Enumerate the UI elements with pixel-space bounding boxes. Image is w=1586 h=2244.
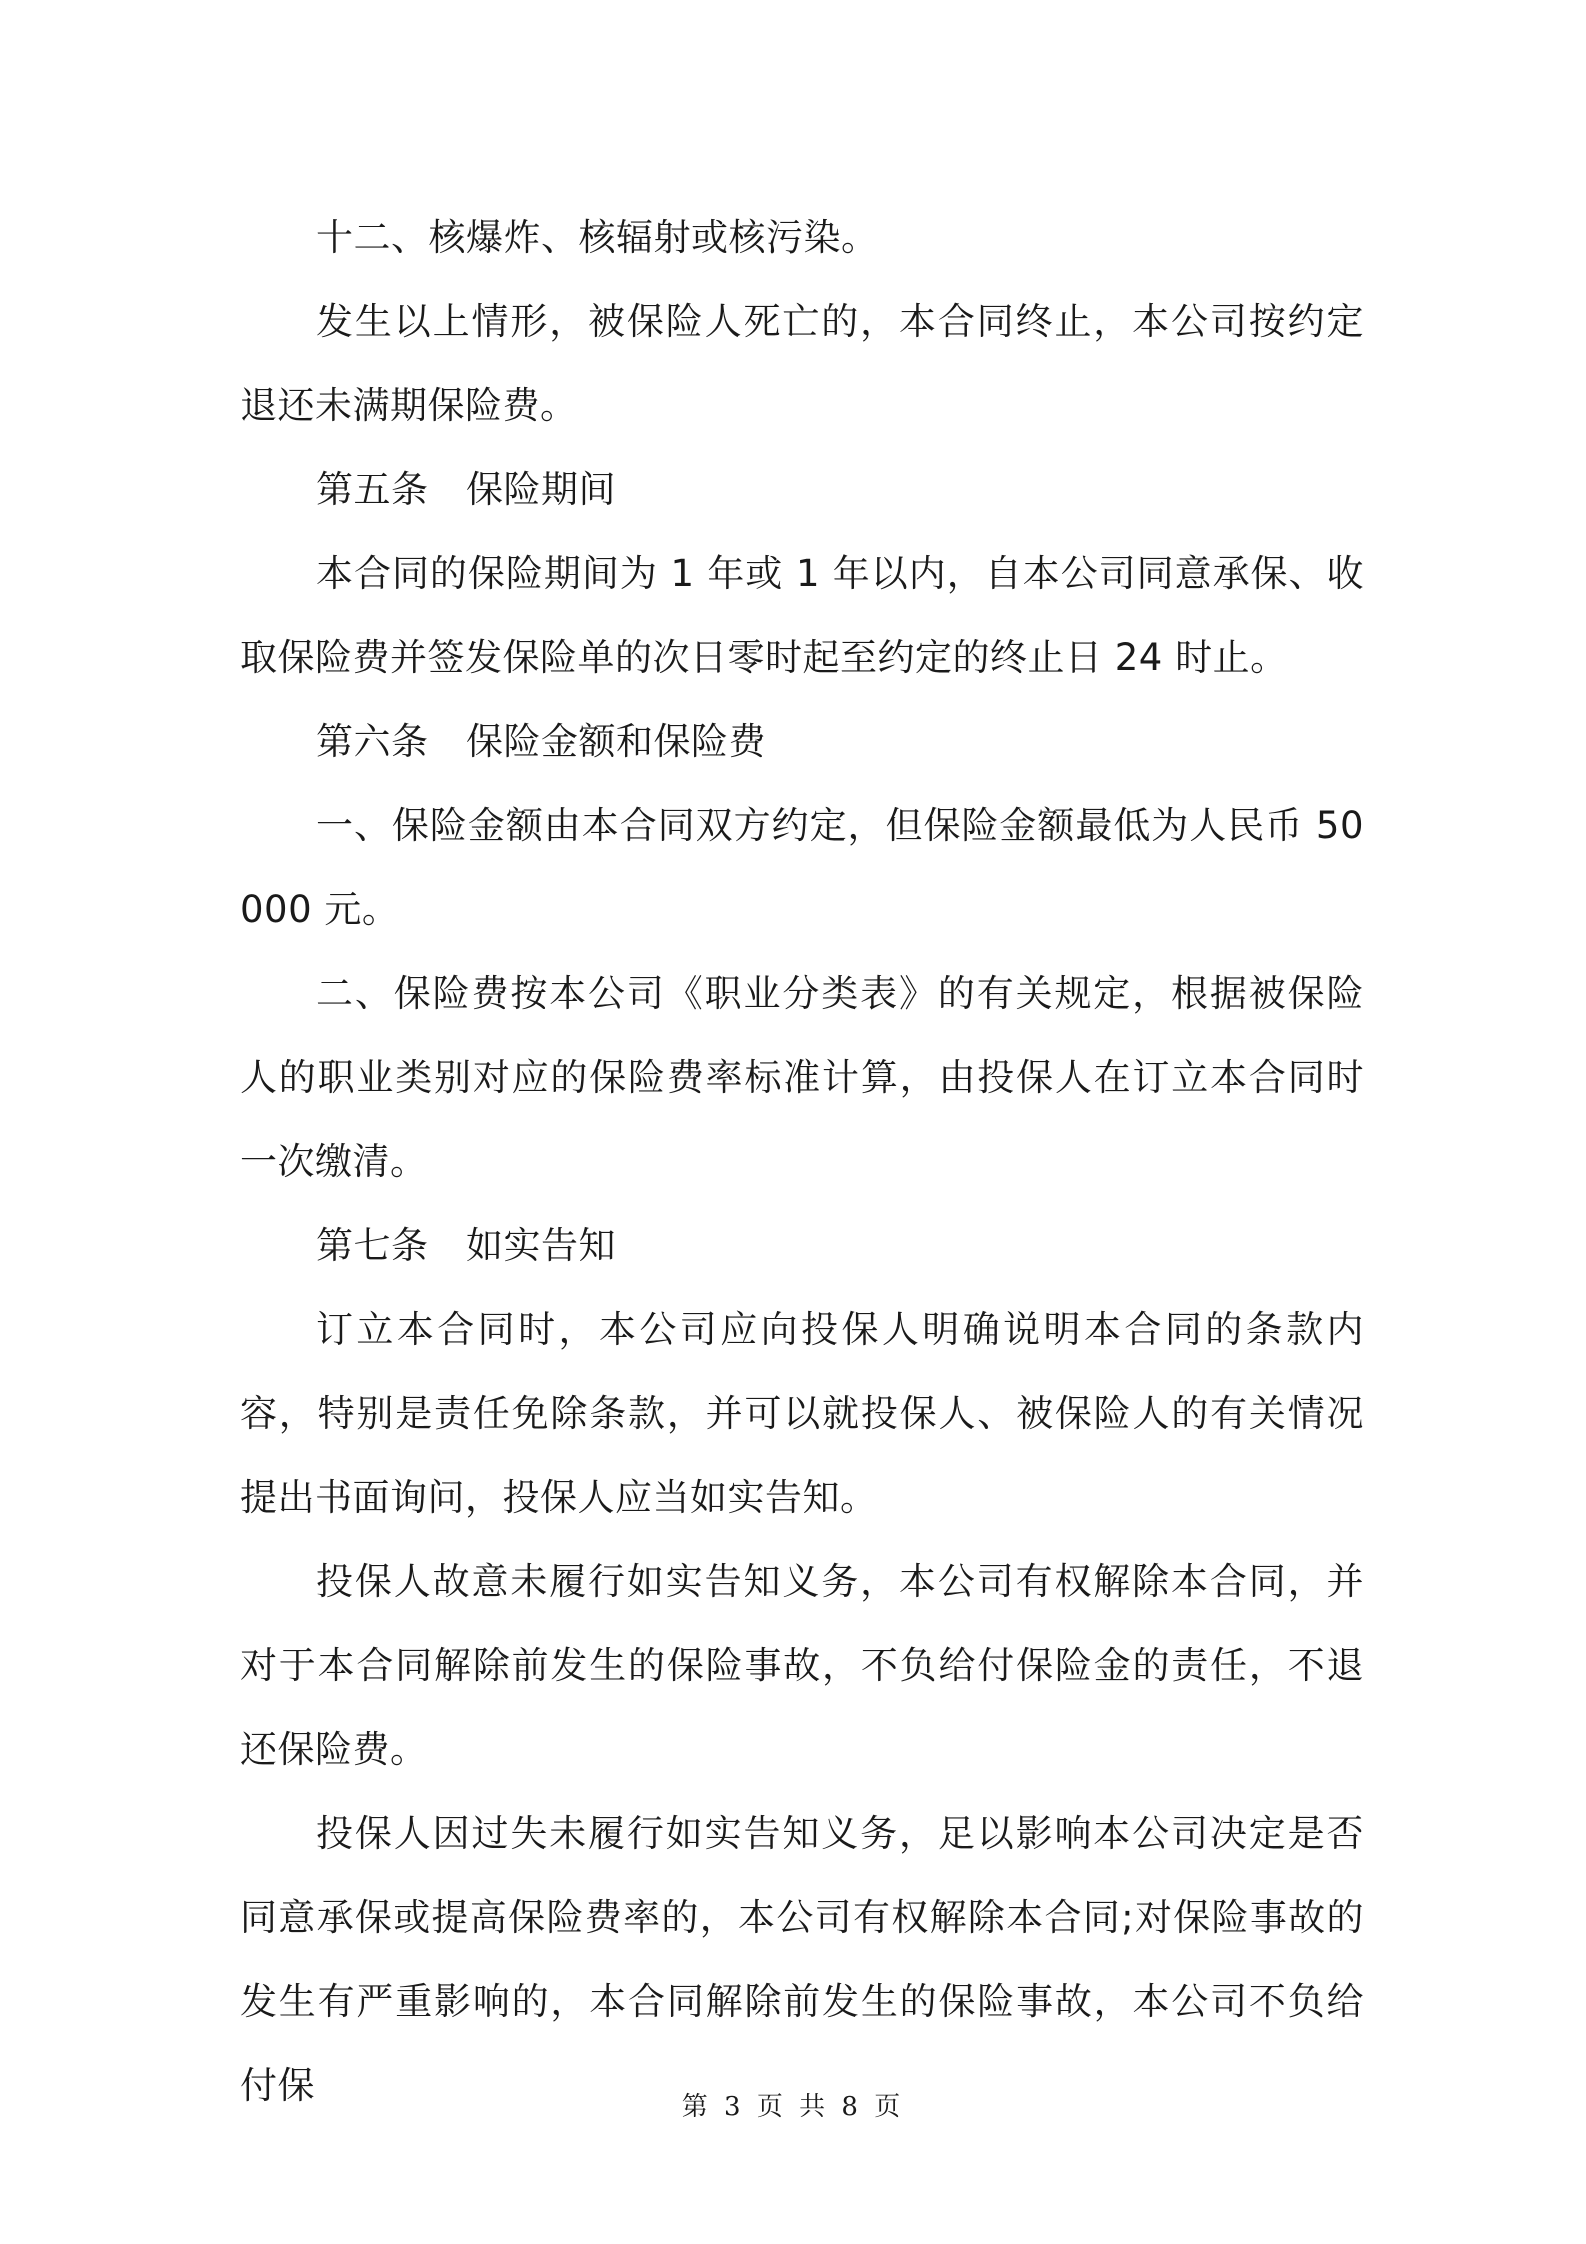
paragraph-item-12: 十二、核爆炸、核辐射或核污染。 — [316, 216, 879, 259]
page-number-footer: 第 3 页 共 8 页 — [681, 2092, 905, 2122]
paragraph-negligent-nondisclosure: 投保人因过失未履行如实告知义务，足以影响本公司决定是否同意承保或提高保险费率的，本公司有权解除本合同;对保险事故的发生有严重影响的，本合同解除前发生的保险事故，本公司不负给付保 — [240, 1812, 1364, 2107]
paragraph-insurance-period: 本合同的保险期间为 1 年或 1 年以内，自本公司同意承保、收取保险费并签发保险单的次日零时起至约定的终止日 24 时止。 — [240, 552, 1364, 679]
paragraph-premium: 二、保险费按本公司《职业分类表》的有关规定，根据被保险人的职业类别对应的保险费率标准计算，由投保人在订立本合同时一次缴清。 — [240, 972, 1364, 1183]
paragraph-intentional-nondisclosure: 投保人故意未履行如实告知义务，本公司有权解除本合同，并对于本合同解除前发生的保险事故，不负给付保险金的责任，不退还保险费。 — [240, 1560, 1364, 1771]
article-6-heading: 第六条 保险金额和保险费 — [316, 720, 766, 763]
document-body — [240, 196, 1364, 2128]
article-5-heading: 第五条 保险期间 — [316, 468, 616, 511]
paragraph-disclosure: 订立本合同时，本公司应向投保人明确说明本合同的条款内容，特别是责任免除条款，并可以就投保人、被保险人的有关情况提出书面询问，投保人应当如实告知。 — [240, 1308, 1364, 1519]
paragraph-sum-insured: 一、保险金额由本合同双方约定，但保险金额最低为人民币 50000 元。 — [240, 804, 1364, 931]
article-7-heading: 第七条 如实告知 — [316, 1224, 616, 1267]
paragraph-termination: 发生以上情形，被保险人死亡的，本合同终止，本公司按约定退还未满期保险费。 — [240, 300, 1364, 427]
